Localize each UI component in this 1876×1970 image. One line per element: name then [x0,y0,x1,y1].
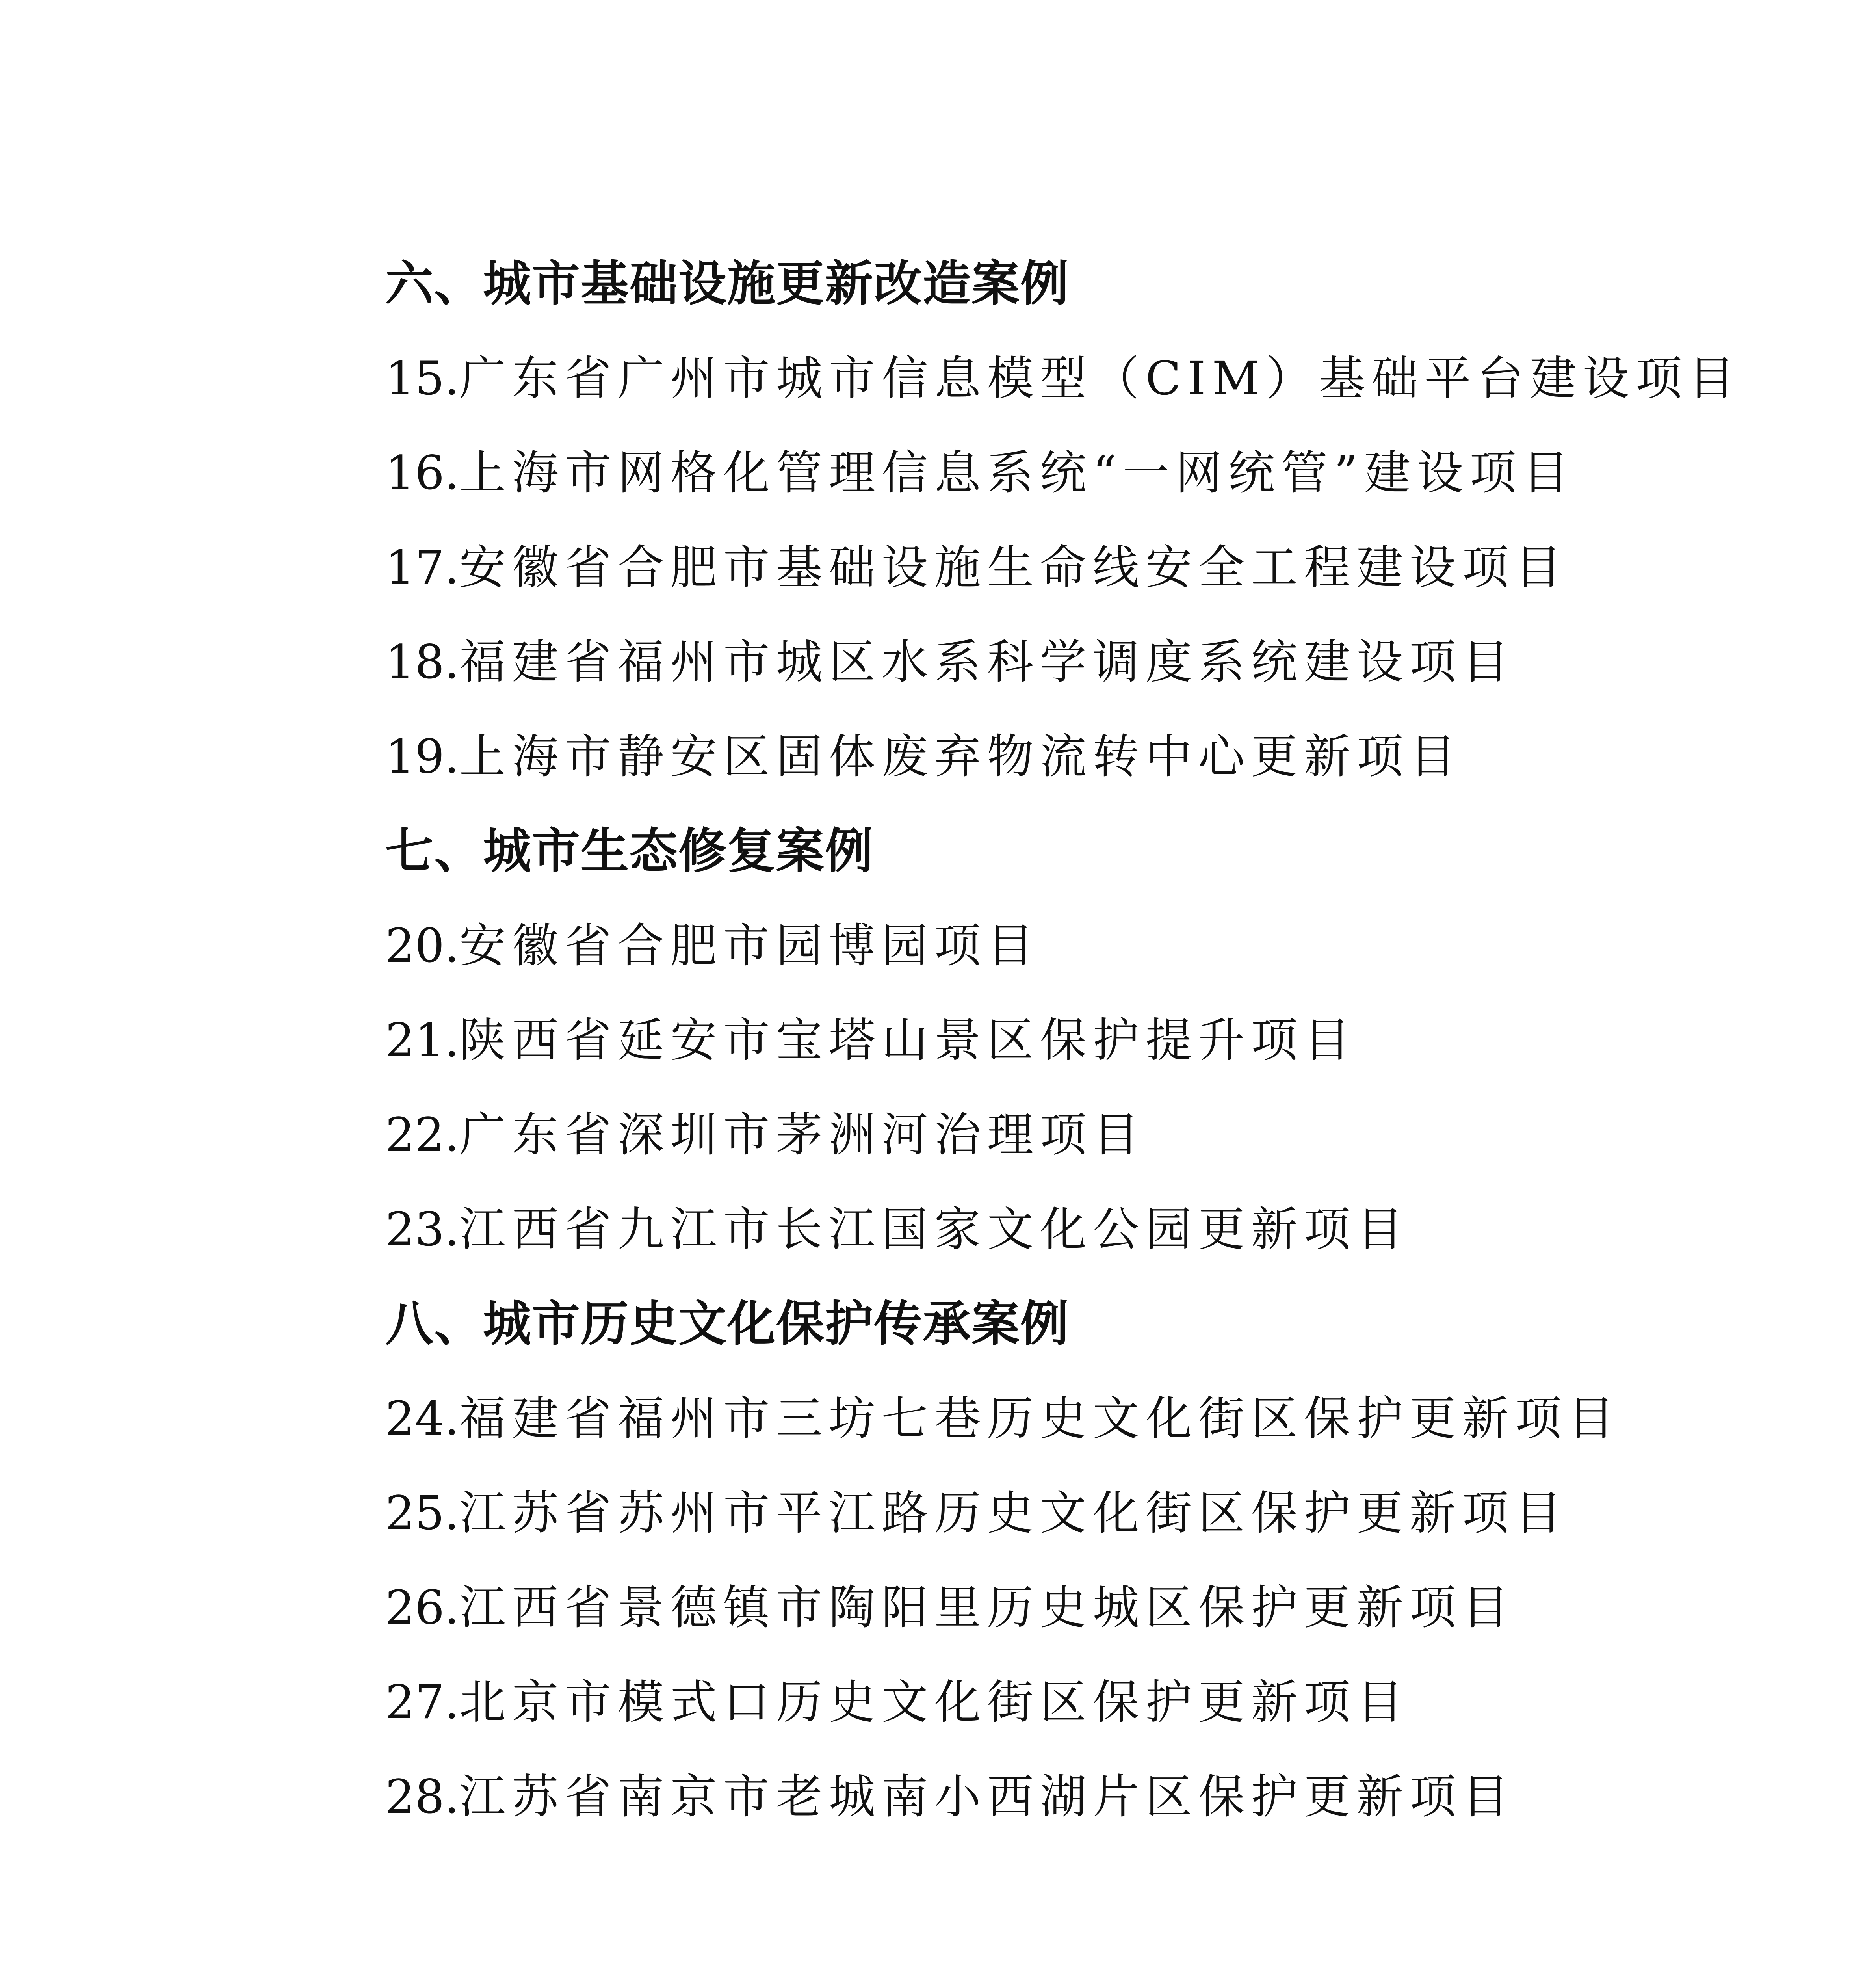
list-item [385,993,1685,1087]
item-number: 26. [385,1580,459,1635]
item-number: 25. [385,1486,459,1540]
item-text: 江西省景德镇市陶阳里历史城区保护更新项目 [459,1580,1515,1635]
list-item [385,1087,1685,1182]
section-heading: 八、城市历史文化保护传承案例 [385,1296,1069,1352]
item-text: 北京市模式口历史文化街区保护更新项目 [459,1675,1410,1729]
item-text: 安徽省合肥市园博园项目 [459,918,1040,973]
item-text: 陕西省延安市宝塔山景区保护提升项目 [459,1013,1357,1067]
item-number: 16. [385,446,459,500]
item-number: 23. [385,1202,459,1256]
item-text: 上海市静安区固体废弃物流转中心更新项目 [459,729,1462,784]
list-item [385,1371,1685,1466]
item-number: 27. [385,1675,459,1729]
list-item [385,1466,1685,1560]
item-text: 江苏省南京市老城南小西湖片区保护更新项目 [459,1769,1515,1824]
list-item [385,615,1685,709]
item-text: 江西省九江市长江国家文化公园更新项目 [459,1202,1410,1256]
item-text: 上海市网格化管理信息系统“一网统管”建设项目 [459,446,1575,500]
list-item [385,1749,1685,1844]
item-text: 福建省福州市城区水系科学调度系统建设项目 [459,635,1515,689]
item-number: 24. [385,1391,459,1446]
list-item [385,520,1685,615]
item-number: 21. [385,1013,459,1067]
item-number: 18. [385,635,459,689]
item-text: 江苏省苏州市平江路历史文化街区保护更新项目 [459,1486,1568,1540]
item-text: 广东省深圳市茅洲河治理项目 [459,1108,1146,1162]
list-item [385,426,1685,520]
list-item [385,898,1685,993]
section-heading: 六、城市基础设施更新改造案例 [385,256,1069,312]
item-number: 20. [385,918,459,973]
item-text: 安徽省合肥市基础设施生命线安全工程建设项目 [459,540,1568,595]
section-heading: 七、城市生态修复案例 [385,823,874,879]
list-item [385,709,1685,804]
list-item [385,1655,1685,1749]
item-number: 28. [385,1769,459,1824]
item-number: 19. [385,729,459,784]
list-item [385,1182,1685,1277]
item-number: 15. [385,351,459,405]
list-item [385,331,1741,426]
item-text: 福建省福州市三坊七巷历史文化街区保护更新项目 [459,1391,1621,1446]
case-list [385,236,1741,1844]
item-number: 17. [385,540,459,595]
item-text: 广东省广州市城市信息模型（CIM）基础平台建设项目 [459,351,1741,405]
item-number: 22. [385,1108,459,1162]
list-item [385,1560,1685,1655]
